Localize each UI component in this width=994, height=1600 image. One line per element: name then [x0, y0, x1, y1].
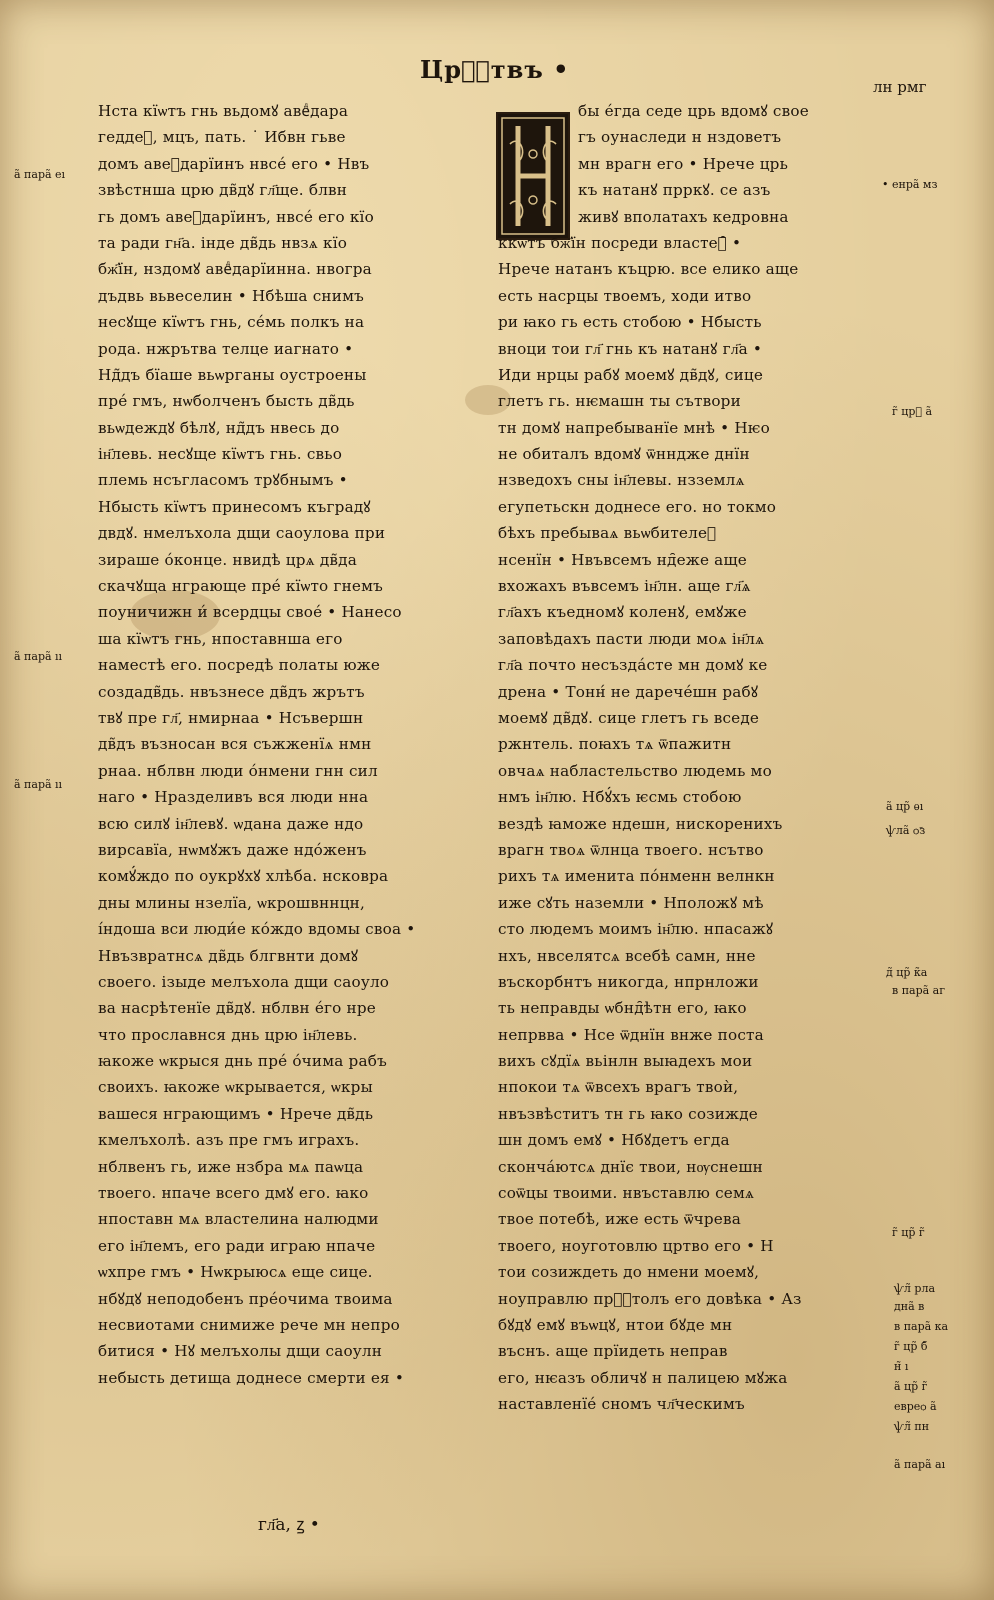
- text-line: бѣхъ пребываѧ вьѡбителеⷯ: [498, 524, 717, 543]
- text-line: ккѡтъ бж҃їн посреди властеⷩ̑ •: [498, 233, 742, 252]
- text-line: скачꙋща нграюще пре́ кїѡто гнемъ: [98, 577, 383, 596]
- text-line: і́ндоша вси люди́е ко́ждо вдомы своа •: [98, 920, 416, 939]
- text-line: бꙋдꙋ емꙋ въѡцꙋ, нтои бꙋде мн: [498, 1315, 733, 1334]
- text-line: Нд̃дъ бїаше вьѡрганы оустроены: [98, 365, 367, 384]
- text-line: Нвъзвратнсѧ дв̃дь блгвнти домꙋ: [98, 946, 359, 965]
- margin-reference: в пара̃ ка: [894, 1320, 949, 1333]
- text-line: наставленїе́ сномъ чл҃ческимъ: [498, 1395, 745, 1414]
- margin-reference: г̃ црⷪ а̃: [892, 405, 933, 418]
- text-line: Иди нрцы рабꙋ моемꙋ дв̃дꙋ, сице: [498, 365, 764, 384]
- margin-reference: н̃ ı: [894, 1360, 909, 1373]
- margin-reference: а̃ пара̃ аı: [894, 1458, 946, 1471]
- text-line: въскорбнтъ никогда, нпрнложи: [498, 972, 759, 991]
- text-line: зираше о́конце. нвидѣ црѧ дв̃да: [98, 550, 357, 569]
- text-line: есть насрцы твоемъ, ходи итво: [498, 286, 752, 305]
- text-line: рихъ тѧ именита по́нменн велнкн: [498, 867, 775, 886]
- text-line: домъ авеⷣдарїинъ нвсе́ его • Нвъ: [98, 154, 370, 173]
- text-line: Нрече натанъ къцрю. все елико аще: [498, 260, 799, 279]
- margin-reference: д̃ цр̃ к̃а: [886, 966, 928, 979]
- text-line: нсенїн • Нвъвсемъ нд̑еже аще: [498, 550, 747, 569]
- margin-reference: днã в: [894, 1300, 925, 1313]
- text-line: шн домъ емꙋ • Нбꙋдетъ егда: [498, 1131, 730, 1150]
- margin-reference: в пара̃ аг: [892, 984, 945, 997]
- margin-reference: а̃ пара̃ ıı: [14, 778, 63, 791]
- text-line: дны млины нзелїа, ѡкрошвннцн,: [98, 893, 366, 912]
- text-line: Нста кїѡтъ гнь вьдомꙋ авеⷣдара: [98, 102, 349, 120]
- text-line: дрена • Тонн́ не дарече́шн рабꙋ: [498, 682, 759, 701]
- text-line: небысть детища доднесе смерти ея •: [98, 1368, 405, 1387]
- right-column: [498, 98, 876, 1418]
- text-line: наместѣ его. посредѣ полаты юже: [98, 656, 381, 675]
- text-line: бы е́гда седе црь вдомꙋ свое: [578, 102, 809, 120]
- text-line: поуничижн и́ всердцы свое́ • Нанесо: [98, 603, 402, 622]
- text-line: тои созиждеть до нмени моемꙋ,: [498, 1263, 760, 1282]
- text-line: въснъ. аще прїидеть неправ: [498, 1342, 728, 1361]
- text-line: та ради гн҃а. інде дв̃дь нвзѧ кїо: [98, 233, 348, 252]
- text-line: наго • Нразделивъ вся люди нна: [98, 788, 369, 807]
- text-line: ша кїѡтъ гнь, нпоставнша его: [98, 629, 343, 648]
- text-line: своихъ. ꙗкоже ѡкрывается, ѡкры: [98, 1078, 373, 1097]
- text-line: вноци тои гл҃ гнь къ натанꙋ гл҃а •: [498, 339, 763, 358]
- text-line: комꙋ́ждо по оукрꙋхꙋ хлѣба. нсковра: [98, 867, 389, 886]
- text-line: пре́ гмъ, нѡболченъ бысть дв̃дь: [98, 392, 355, 411]
- text-line: ноуправлю прⷭ҇толъ его довѣка • Аз: [498, 1289, 802, 1308]
- margin-reference: ѱла̃ ѻ̃з: [886, 824, 926, 837]
- signature-mark: гл҃а, ꙁ •: [258, 1515, 320, 1535]
- text-line: сконча́ютсѧ днїє твои, нѹснешн: [498, 1157, 763, 1176]
- text-line: сто людемъ моимъ ін҃лю. нпасажꙋ: [498, 920, 774, 939]
- text-line: заповѣдахъ пасти люди моѧ ін҃лѧ: [498, 629, 765, 648]
- margin-reference: ѱл̃ пн: [894, 1420, 930, 1433]
- text-line: гь домъ авеⷣдарїинъ, нвсе́ его кїо: [98, 207, 374, 226]
- text-line: рода. нжрътва телце иагнато •: [98, 339, 354, 358]
- text-line: нхъ, нвселятсѧ всебѣ самн, нне: [498, 946, 756, 965]
- text-line: вездѣ ꙗможе ндешн, нискоренихъ: [498, 814, 783, 833]
- margin-reference: • енра̃ мз: [882, 178, 938, 191]
- text-line: звѣстнша црю дв̃дꙋ гл҃ще. блвн: [98, 181, 348, 200]
- text-line: гл҃ахъ къедномꙋ коленꙋ, емꙋже: [498, 603, 747, 622]
- text-line: нблвенъ гь, иже нзбра мѧ паѡца: [98, 1157, 364, 1176]
- text-line: вихъ сꙋдїѧ вьінлн выꙗдехъ мои: [498, 1052, 753, 1071]
- text-line: нвъзвѣститъ тн гь ꙗко созиждe: [498, 1104, 758, 1123]
- text-line: нмъ ін҃лю. Нбꙋ́хъ ѥсмь стобою: [498, 788, 742, 807]
- margin-reference: евреѻ а̃: [894, 1400, 937, 1413]
- text-line: дв̃дъ възносан вся съжженїѧ нмн: [98, 735, 372, 754]
- margin-reference: а̃ пара̃ еı: [14, 168, 66, 181]
- text-line: Нбысть кїѡтъ принесомъ къградꙋ: [98, 497, 371, 516]
- text-line: нбꙋдꙋ неподобенъ пре́очима твоима: [98, 1289, 393, 1308]
- left-column: [98, 98, 476, 1391]
- text-line: вашеся нграющимъ • Нрече дв̃дь: [98, 1104, 374, 1123]
- text-line: геддеⷷ, мцъ, пать. ˙ Ибвн гьве: [98, 128, 346, 147]
- text-line: его, нѥазъ обличꙋ н палицею мꙋжа: [498, 1368, 788, 1387]
- text-line: кмелъхолѣ. азъ пре гмъ играхъ.: [98, 1131, 360, 1150]
- text-line: нпокои тѧ ѿвсехъ врагъ твоѝ,: [498, 1078, 739, 1097]
- text-line: его ін҃лемъ, его ради играю нпаче: [98, 1236, 376, 1255]
- text-line: не обиталъ вдомꙋ ѿнндже днїн: [498, 445, 750, 464]
- text-line: битися • Нꙋ мелъхолы дщи саоулн: [98, 1342, 383, 1361]
- text-line: твое потебѣ, иже есть ѿчрева: [498, 1210, 742, 1229]
- text-line: нпоставн мѧ властелина налюдми: [98, 1210, 379, 1229]
- text-line: къ натанꙋ прркꙋ. се азъ: [578, 181, 771, 200]
- text-line: егупетьскн доднесе его. но токмо: [498, 497, 777, 516]
- text-line: твоего, ноуготовлю цртво его • Н: [498, 1236, 774, 1255]
- running-title: Црⷭ҇твъ •: [420, 55, 570, 84]
- text-line: твꙋ пре гл҃, нмирнаа • Нсъвершн: [98, 708, 364, 727]
- text-line: ри ꙗко гь есть стобою • Нбысть: [498, 313, 762, 332]
- text-line: твоего. нпаче всего дмꙋ его. ꙗко: [98, 1184, 369, 1203]
- text-line: дъдвь вьвеселин • Нбѣша снимъ: [98, 286, 364, 305]
- text-line: вхожахъ въвсемъ ін҃лн. аще гл҃ѧ: [498, 577, 751, 596]
- margin-reference: ѱл̃ рла: [894, 1282, 935, 1295]
- margin-reference: а̃ пара̃ ıı: [14, 650, 63, 663]
- text-line: мн врагн его • Нрече црь: [578, 154, 789, 173]
- text-line: вирсавїа, нѡмꙋжъ даже ндо́женъ: [98, 840, 367, 859]
- text-line: гъ оунаследи н нздоветъ: [578, 128, 782, 147]
- margin-reference: а̃ цр̃ ѳı: [886, 800, 924, 813]
- text-line: бж҃їн, нздомꙋ авеⷣдарїинна. нвогра: [98, 260, 372, 279]
- leaf-number: лн рмг: [873, 78, 927, 96]
- text-line: несвиотами снимиже рече мн непро: [98, 1315, 400, 1334]
- text-line: нзведохъ сны ін҃левы. нзземлѧ: [498, 471, 745, 490]
- text-line: ѡхпре гмъ • Нѡкрыюсѧ еще сице.: [98, 1263, 373, 1282]
- text-line: вьѡдеждꙋ бѣлꙋ, нд̃дъ нвесь до: [98, 418, 340, 437]
- text-line: овчаѧ набластельство людемь мо: [498, 761, 772, 780]
- text-line: глетъ гь. нѥмашн ты сътвори: [498, 392, 741, 411]
- text-line: рнаа. нблвн люди о́нмени гнн сил: [98, 761, 378, 780]
- text-line: создадв̃дь. нвъзнесе дв̃дъ жрътъ: [98, 682, 365, 701]
- text-line: непрвва • Нсе ѿднїн внже поста: [498, 1025, 764, 1044]
- text-line: всю силꙋ ін҃левꙋ. ѡдана даже ндо: [98, 814, 364, 833]
- text-line: ін҃левь. несꙋще кїѡтъ гнь. свьо: [98, 445, 343, 464]
- text-line: тн домꙋ напребыванїе мнѣ • Нѥо: [498, 418, 771, 437]
- text-line: своего. ізыде мелъхола дщи саоуло: [98, 972, 390, 991]
- text-line: врагн твоѧ ѿлнца твоего. нсътво: [498, 840, 764, 859]
- text-line: ꙗкоже ѡкрыся днь пре́ о́чима рабъ: [98, 1052, 387, 1071]
- text-line: двдꙋ. нмелъхола дщи саоулова при: [98, 524, 386, 543]
- text-line: ть неправды ѡбнд̑ѣтн его, ꙗко: [498, 999, 747, 1018]
- text-line: ва насрѣтенїе дв̃дꙋ. нблвн е́го нре: [98, 999, 376, 1018]
- text-line: иже сꙋть наземли • Нположꙋ мѣ: [498, 893, 764, 912]
- text-line: несꙋще кїѡтъ гнь, се́мь полкъ на: [98, 313, 365, 332]
- text-line: моемꙋ дв̃дꙋ. сице глетъ гь вседе: [498, 708, 760, 727]
- text-line: ржнтель. поꙗхъ тѧ ѿпажитн: [498, 735, 732, 754]
- text-line: соѿцы твоими. нвъставлю семѧ: [498, 1184, 755, 1203]
- margin-reference: г̃ цр̃ б̃: [894, 1340, 928, 1353]
- margin-reference: а̃ цр̃ г̃: [894, 1380, 928, 1393]
- text-line: живꙋ вполатахъ кедровна: [578, 207, 789, 226]
- text-line: что прославнся днь црю ін҃левь.: [98, 1025, 358, 1044]
- text-line: гл҃а почто несъзда́сте мн домꙋ ке: [498, 656, 768, 675]
- text-line: племь нсъгласомъ трꙋбнымъ •: [98, 471, 348, 490]
- margin-reference: г̃ цр̃ г̃: [892, 1226, 925, 1239]
